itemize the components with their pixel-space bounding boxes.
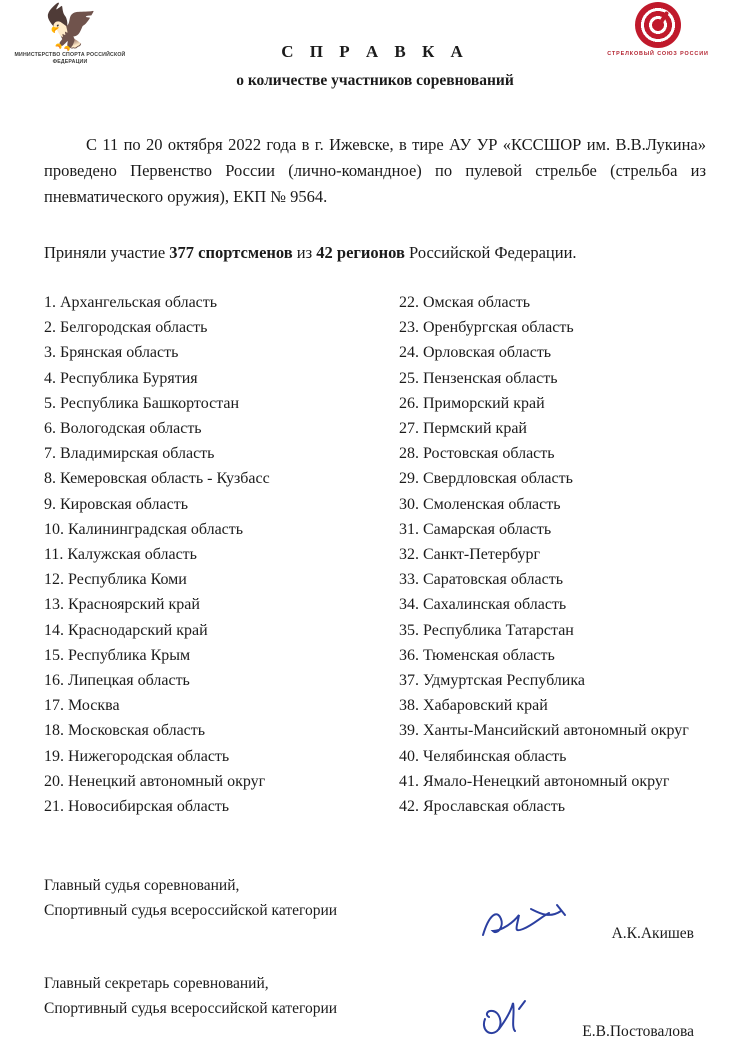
signature-role-line-2: Спортивный судья всероссийской категории [44, 902, 338, 920]
document-header [14, 0, 709, 110]
federation-logo [592, 2, 724, 58]
list-item: 34. Сахалинская область [399, 596, 567, 614]
handwritten-signature-icon [479, 999, 575, 1041]
signature-role-lines [44, 971, 706, 1021]
list-item: 35. Республика Татарстан [399, 621, 574, 639]
shooting-target-icon [635, 2, 681, 48]
list-item: 24. Орловская область [399, 344, 552, 362]
russian-coat-of-arms-icon: 🦅 [43, 3, 97, 52]
participants-middle: из [292, 243, 317, 262]
list-item: 14. Краснодарский край [44, 621, 208, 639]
list-item: 25. Пензенская область [399, 369, 558, 387]
list-item: 11. Калужская область [44, 546, 197, 564]
athletes-count: 377 спортсменов [169, 243, 293, 262]
signature-block-chief-judge [44, 873, 706, 945]
list-item: 1. Архангельская область [44, 294, 218, 311]
list-item: 20. Ненецкий автономный округ [44, 772, 266, 790]
handwritten-signature-icon [479, 901, 575, 943]
intro-paragraph: С 11 по 20 октября 2022 года в г. Ижевске, в тире АУ УР «КССШОР им. В.В.Лукина» проведено Первенство России (лично-командное) по пулевой стрельбе (стрельба из пневматического оружия), ЕКП № 9564. [44, 135, 706, 206]
list-item: 27. Пермский край [399, 420, 527, 438]
regions-count: 42 регионов [316, 243, 405, 262]
list-item: 31. Самарская область [399, 520, 552, 538]
list-item: 26. Приморский край [399, 394, 545, 412]
list-item: 42. Ярославская область [399, 798, 566, 816]
list-item: 37. Удмуртская Республика [399, 672, 585, 690]
regions-column-left [44, 290, 375, 819]
list-item: 18. Московская область [44, 722, 206, 740]
list-item: 38. Хабаровский край [399, 697, 548, 715]
list-item: 16. Липецкая область [44, 672, 190, 690]
list-item: 22. Омская область [399, 294, 530, 311]
list-item: 21. Новосибирская область [44, 798, 230, 816]
signature-name: А.К.Акишев [611, 925, 694, 943]
signature-role-line-1: Главный судья соревнований, [44, 877, 240, 895]
list-item: 36. Тюменская область [399, 646, 555, 664]
regions-list [44, 290, 706, 819]
signature-name: Е.В.Постовалова [582, 1023, 694, 1041]
signature-block-chief-secretary [44, 971, 706, 1043]
list-item: 41. Ямало-Ненецкий автономный округ [399, 772, 670, 790]
list-item: 39. Ханты-Мансийский автономный округ [399, 722, 689, 740]
list-item: 19. Нижегородская область [44, 747, 230, 765]
federation-logo-label: СТРЕЛКОВЫЙ СОЮЗ РОССИИ [607, 51, 709, 57]
list-item: 28. Ростовская область [399, 445, 555, 463]
list-item: 3. Брянская область [44, 344, 179, 362]
list-item: 7. Владимирская область [44, 445, 215, 463]
list-item: 9. Кировская область [44, 495, 189, 513]
list-item: 12. Республика Коми [44, 571, 187, 589]
list-item: 32. Санкт-Петербург [399, 546, 541, 564]
list-item: 15. Республика Крым [44, 646, 191, 664]
list-item: 4. Республика Бурятия [44, 369, 198, 387]
signature-section [44, 873, 706, 1043]
participants-paragraph [44, 240, 706, 266]
signature-role-line-1: Главный секретарь соревнований, [44, 975, 269, 993]
list-item: 33. Саратовская область [399, 571, 564, 589]
page-title: С П Р А В К А [281, 42, 469, 61]
list-item: 5. Республика Башкортостан [44, 394, 240, 412]
list-item: 10. Калининградская область [44, 520, 244, 538]
list-item: 40. Челябинская область [399, 747, 567, 765]
participants-suffix: Российской Федерации. [404, 243, 577, 262]
list-item: 30. Смоленская область [399, 495, 561, 513]
list-item: 17. Москва [44, 697, 120, 715]
page-subtitle: о количестве участников соревнований [236, 72, 514, 89]
regions-column-right [375, 290, 706, 819]
list-item: 6. Вологодская область [44, 420, 202, 438]
list-item: 29. Свердловская область [399, 470, 573, 488]
list-item: 23. Оренбургская область [399, 319, 574, 337]
ministry-emblem-label: МИНИСТЕРСТВО СПОРТА РОССИЙСКОЙ ФЕДЕРАЦИИ [14, 52, 126, 65]
participants-prefix: Приняли участие [44, 243, 170, 262]
list-item: 8. Кемеровская область - Кузбасс [44, 470, 270, 488]
list-item: 13. Красноярский край [44, 596, 200, 614]
signature-role-line-2: Спортивный судья всероссийской категории [44, 1000, 338, 1018]
signature-role-lines [44, 873, 706, 923]
list-item: 2. Белгородская область [44, 319, 208, 337]
